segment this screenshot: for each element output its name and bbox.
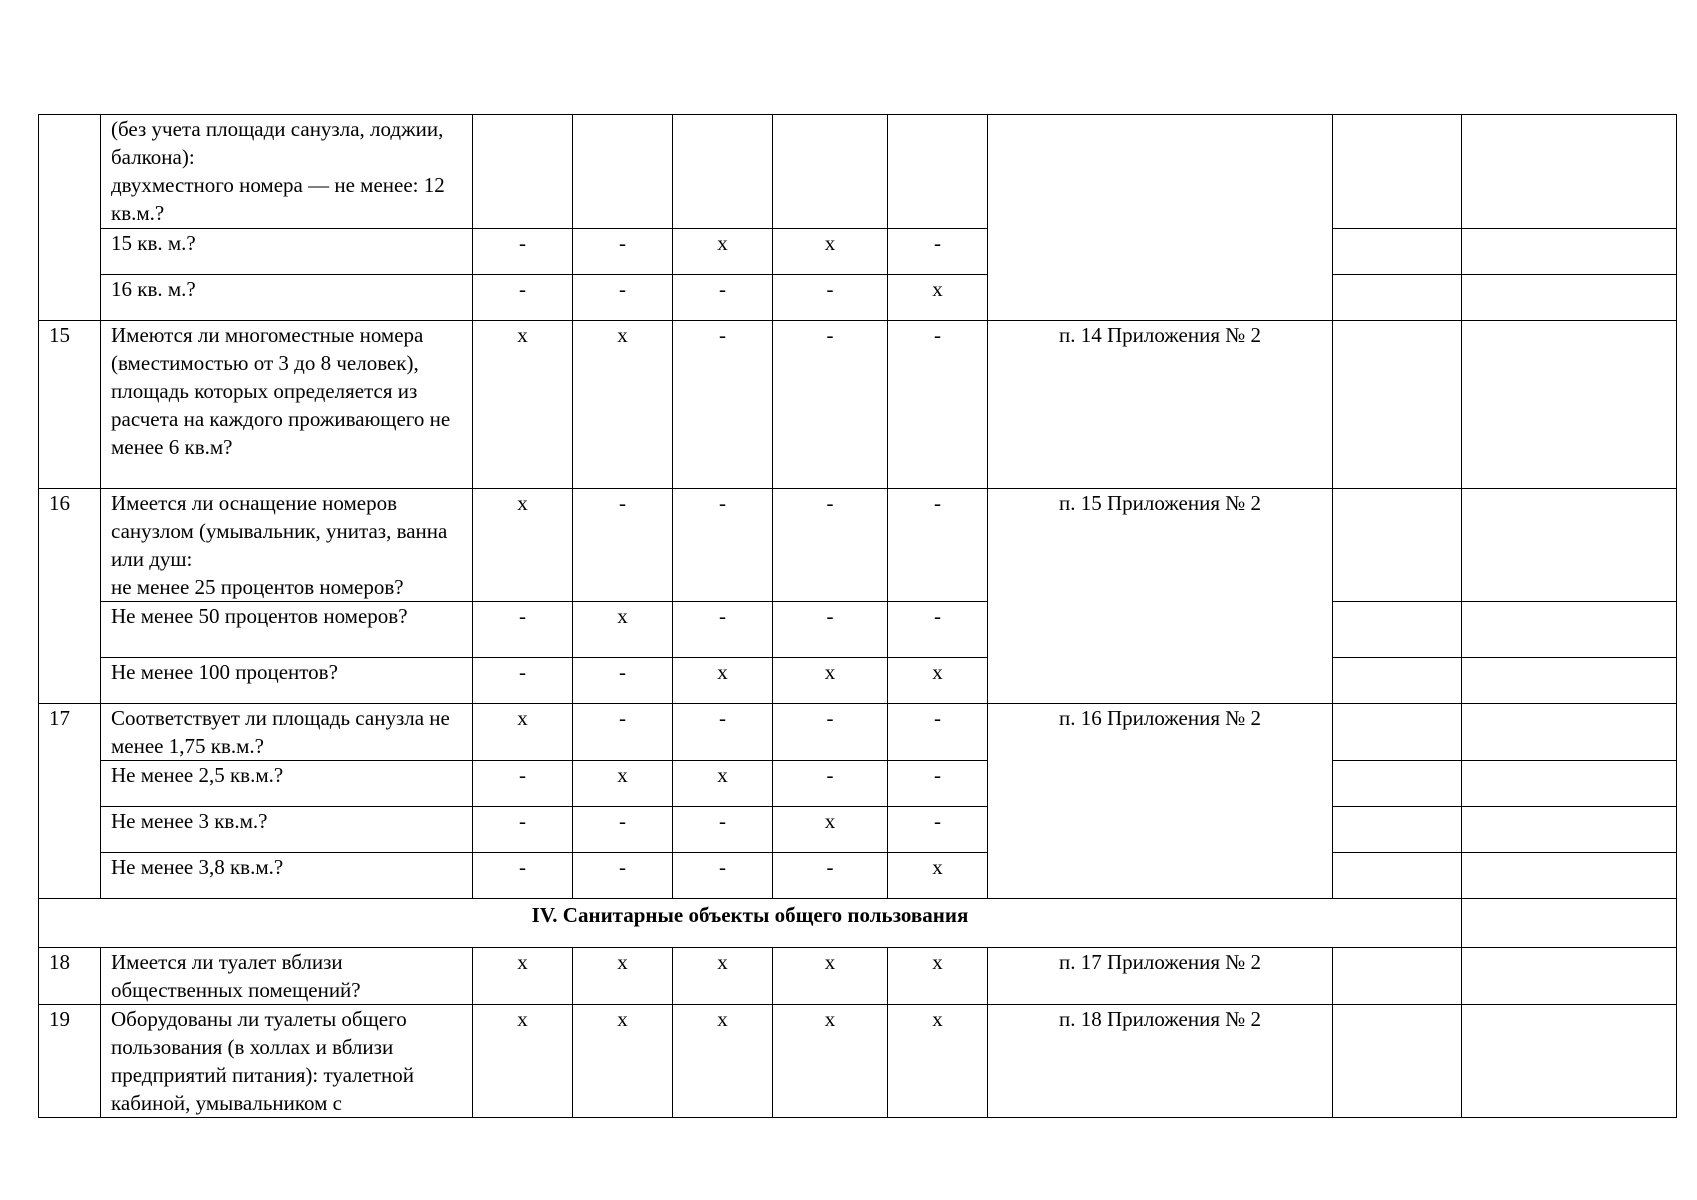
section-heading: IV. Санитарные объекты общего пользования (39, 899, 1462, 948)
mark-cell: - (773, 321, 888, 489)
row-number-cell (39, 115, 101, 321)
mark-cell: х (888, 1005, 988, 1118)
notes-cell (1462, 275, 1677, 321)
question-cell: Не менее 3 кв.м.? (101, 807, 473, 853)
notes-cell (1462, 704, 1677, 761)
mark-cell (473, 115, 573, 229)
mark-cell: х (773, 229, 888, 275)
mark-cell: х (673, 229, 773, 275)
notes-cell (1462, 948, 1677, 1005)
notes-cell (1462, 489, 1677, 602)
mark-cell: - (473, 853, 573, 899)
notes-cell (1462, 658, 1677, 704)
mark-cell: - (673, 807, 773, 853)
mark-cell: х (473, 704, 573, 761)
mark-cell: х (888, 853, 988, 899)
table-row (39, 1005, 1677, 1118)
notes-cell (1462, 602, 1677, 658)
answer-cell (1333, 1005, 1462, 1118)
reference-cell (988, 115, 1333, 321)
row-number-cell: 17 (39, 704, 101, 899)
mark-cell: - (773, 275, 888, 321)
question-cell: Не менее 50 процентов номеров? (101, 602, 473, 658)
row-number-cell: 15 (39, 321, 101, 489)
mark-cell: - (673, 321, 773, 489)
mark-cell: - (888, 321, 988, 489)
mark-cell: - (673, 489, 773, 602)
answer-cell (1333, 853, 1462, 899)
question-cell: Имеется ли туалет вблизи общественных помещений? (101, 948, 473, 1005)
mark-cell: х (473, 321, 573, 489)
notes-cell (1462, 899, 1677, 948)
table-row (39, 807, 1677, 853)
mark-cell: х (773, 948, 888, 1005)
mark-cell: х (673, 1005, 773, 1118)
mark-cell: - (473, 275, 573, 321)
table-row (39, 704, 1677, 761)
mark-cell: - (673, 602, 773, 658)
reference-cell: п. 15 Приложения № 2 (988, 489, 1333, 704)
mark-cell: - (573, 853, 673, 899)
question-cell: Имеется ли оснащение номеров санузлом (умывальник, унитаз, ванна или душ: не менее 25 процентов номеров? (101, 489, 473, 602)
mark-cell: - (673, 704, 773, 761)
mark-cell: х (888, 658, 988, 704)
mark-cell (673, 115, 773, 229)
mark-cell: х (473, 1005, 573, 1118)
mark-cell: - (573, 658, 673, 704)
answer-cell (1333, 948, 1462, 1005)
mark-cell: - (888, 761, 988, 807)
question-cell: (без учета площади санузла, лоджии, балкона): двухместного номера — не менее: 12 кв.м.? (101, 115, 473, 229)
question-cell: Не менее 3,8 кв.м.? (101, 853, 473, 899)
mark-cell: х (473, 489, 573, 602)
table-row (39, 489, 1677, 602)
reference-cell: п. 16 Приложения № 2 (988, 704, 1333, 899)
mark-cell: х (573, 602, 673, 658)
mark-cell: х (573, 321, 673, 489)
mark-cell: - (473, 658, 573, 704)
table-row (39, 229, 1677, 275)
question-cell: Имеются ли многоместные номера (вместимостью от 3 до 8 человек), площадь которых определяется из расчета на каждого проживающего не менее 6 кв.м? (101, 321, 473, 489)
mark-cell: х (673, 761, 773, 807)
row-number-cell: 16 (39, 489, 101, 704)
notes-cell (1462, 807, 1677, 853)
mark-cell: - (888, 489, 988, 602)
mark-cell: х (773, 658, 888, 704)
table-row (39, 761, 1677, 807)
mark-cell: - (888, 602, 988, 658)
reference-cell: п. 18 Приложения № 2 (988, 1005, 1333, 1118)
mark-cell: х (673, 658, 773, 704)
mark-cell: - (473, 602, 573, 658)
notes-cell (1462, 321, 1677, 489)
mark-cell: х (773, 807, 888, 853)
question-cell: 16 кв. м.? (101, 275, 473, 321)
answer-cell (1333, 807, 1462, 853)
mark-cell: - (473, 229, 573, 275)
row-number-cell: 18 (39, 948, 101, 1005)
notes-cell (1462, 115, 1677, 229)
mark-cell: х (673, 948, 773, 1005)
answer-cell (1333, 275, 1462, 321)
notes-cell (1462, 853, 1677, 899)
mark-cell: - (773, 602, 888, 658)
mark-cell: х (888, 948, 988, 1005)
mark-cell (773, 115, 888, 229)
answer-cell (1333, 229, 1462, 275)
question-cell: 15 кв. м.? (101, 229, 473, 275)
answer-cell (1333, 602, 1462, 658)
mark-cell: х (773, 1005, 888, 1118)
question-cell: Не менее 100 процентов? (101, 658, 473, 704)
question-cell: Оборудованы ли туалеты общего пользования (в холлах и вблизи предприятий питания): туалетной кабиной, умывальником с (101, 1005, 473, 1118)
mark-cell: - (673, 853, 773, 899)
answer-cell (1333, 658, 1462, 704)
reference-cell: п. 14 Приложения № 2 (988, 321, 1333, 489)
reference-cell: п. 17 Приложения № 2 (988, 948, 1333, 1005)
notes-cell (1462, 1005, 1677, 1118)
mark-cell: х (573, 761, 673, 807)
mark-cell: - (773, 704, 888, 761)
mark-cell: - (888, 704, 988, 761)
mark-cell: - (573, 229, 673, 275)
mark-cell: - (773, 761, 888, 807)
table-row (39, 948, 1677, 1005)
table-row (39, 275, 1677, 321)
table-row (39, 321, 1677, 489)
mark-cell: - (473, 807, 573, 853)
table-row (39, 853, 1677, 899)
answer-cell (1333, 321, 1462, 489)
answer-cell (1333, 761, 1462, 807)
mark-cell: х (573, 1005, 673, 1118)
table-row (39, 658, 1677, 704)
answer-cell (1333, 704, 1462, 761)
mark-cell: х (888, 275, 988, 321)
mark-cell (573, 115, 673, 229)
answer-cell (1333, 115, 1462, 229)
mark-cell: - (888, 229, 988, 275)
question-cell: Не менее 2,5 кв.м.? (101, 761, 473, 807)
mark-cell: - (573, 275, 673, 321)
checklist-table (38, 114, 1677, 1118)
mark-cell: - (573, 489, 673, 602)
answer-cell (1333, 489, 1462, 602)
mark-cell: - (573, 704, 673, 761)
table-row (39, 899, 1677, 948)
mark-cell: - (888, 807, 988, 853)
row-number-cell: 19 (39, 1005, 101, 1118)
table-row (39, 602, 1677, 658)
question-cell: Соответствует ли площадь санузла не менее 1,75 кв.м.? (101, 704, 473, 761)
notes-cell (1462, 229, 1677, 275)
table-row (39, 115, 1677, 229)
mark-cell: - (673, 275, 773, 321)
mark-cell: - (773, 489, 888, 602)
mark-cell: - (473, 761, 573, 807)
mark-cell: х (473, 948, 573, 1005)
mark-cell: х (573, 948, 673, 1005)
mark-cell: - (573, 807, 673, 853)
mark-cell: - (773, 853, 888, 899)
mark-cell (888, 115, 988, 229)
notes-cell (1462, 761, 1677, 807)
